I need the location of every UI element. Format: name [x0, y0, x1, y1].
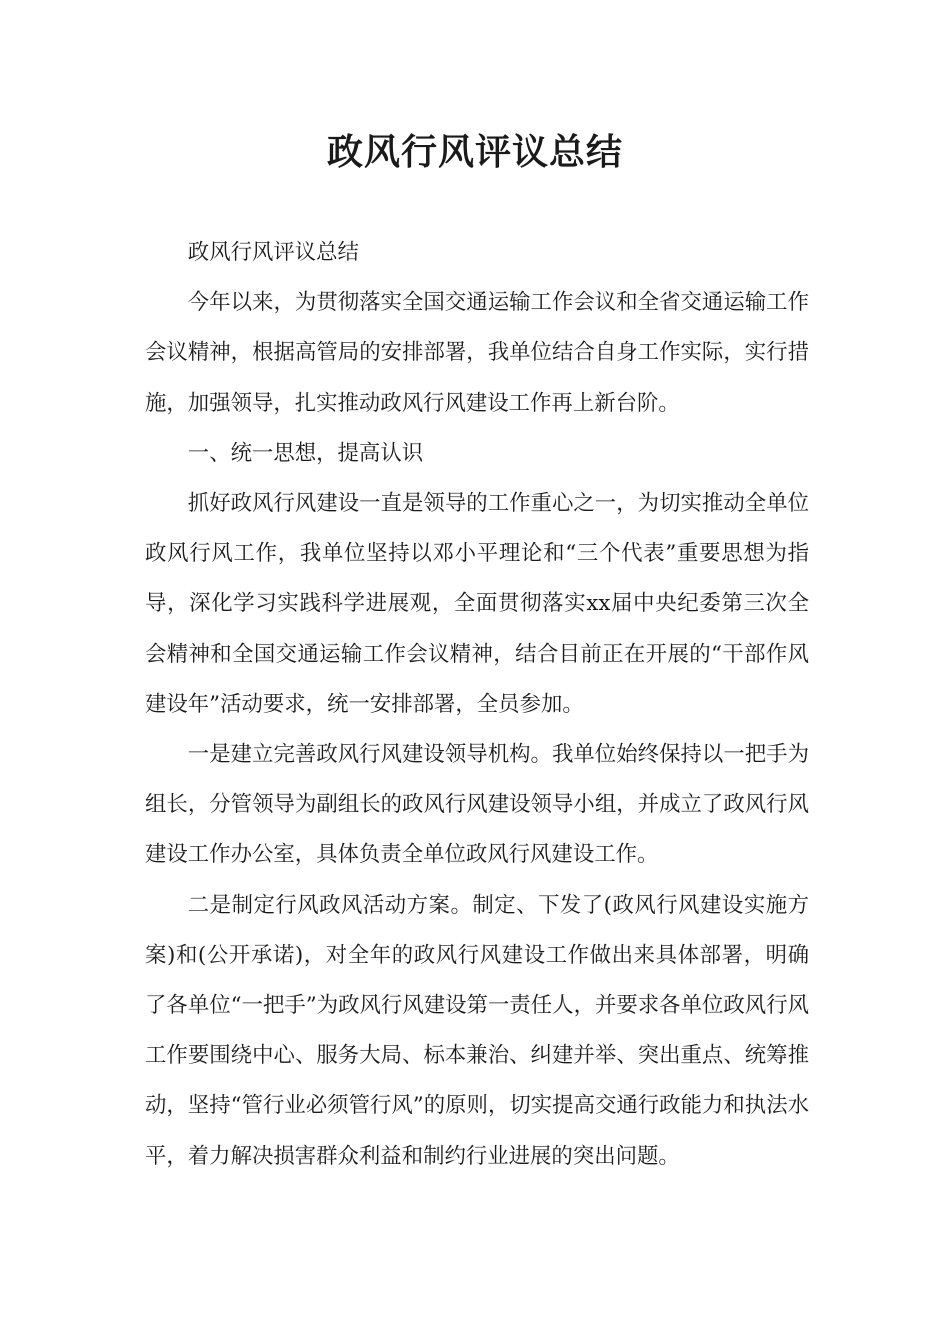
paragraph-section-1: 抓好政风行风建设一直是领导的工作重心之一，为切实推动全单位政风行风工作，我单位坚持以邓小平理论和“三个代表”重要思想为指导，深化学习实践科学进展观，全面贯彻落实xx届中央纪委第三次全会精神和全国交通运输工作会议精神，结合目前正在开展的“干部作风建设年”活动要求，统一安排部署，全员参加。	[145, 491, 809, 717]
paragraph-intro: 今年以来，为贯彻落实全国交通运输工作会议和全省交通运输工作会议精神，根据高管局的安排部署，我单位结合自身工作实际，实行措施，加强领导，扎实推动政风行风建设工作再上新台阶。	[145, 290, 809, 416]
paragraph-subtitle: 政风行风评议总结	[187, 240, 359, 265]
section-heading-1: 一、统一思想，提高认识	[187, 440, 424, 466]
paragraph-point-2: 二是制定行风政风活动方案。制定、下发了(政风行风建设实施方案)和(公开承诺)，对全年的政风行风建设工作做出来具体部署，明确了各单位“一把手”为政风行风建设第一责任人，并要求各单位政风行风工作要围绕中心、服务大局、标本兼治、纠建并举、突出重点、统筹推动，坚持“管行业必须管行风”的原则，切实提高交通行政能力和执法水平，着力解决损害群众利益和制约行业进展的突出问题。	[145, 892, 809, 1169]
paragraph-point-1: 一是建立完善政风行风建设领导机构。我单位始终保持以一把手为组长，分管领导为副组长的政风行风建设领导小组，并成立了政风行风建设工作办公室，具体负责全单位政风行风建设工作。	[145, 742, 809, 868]
document-body	[145, 228, 809, 1182]
document-title: 政风行风评议总结	[326, 131, 623, 173]
